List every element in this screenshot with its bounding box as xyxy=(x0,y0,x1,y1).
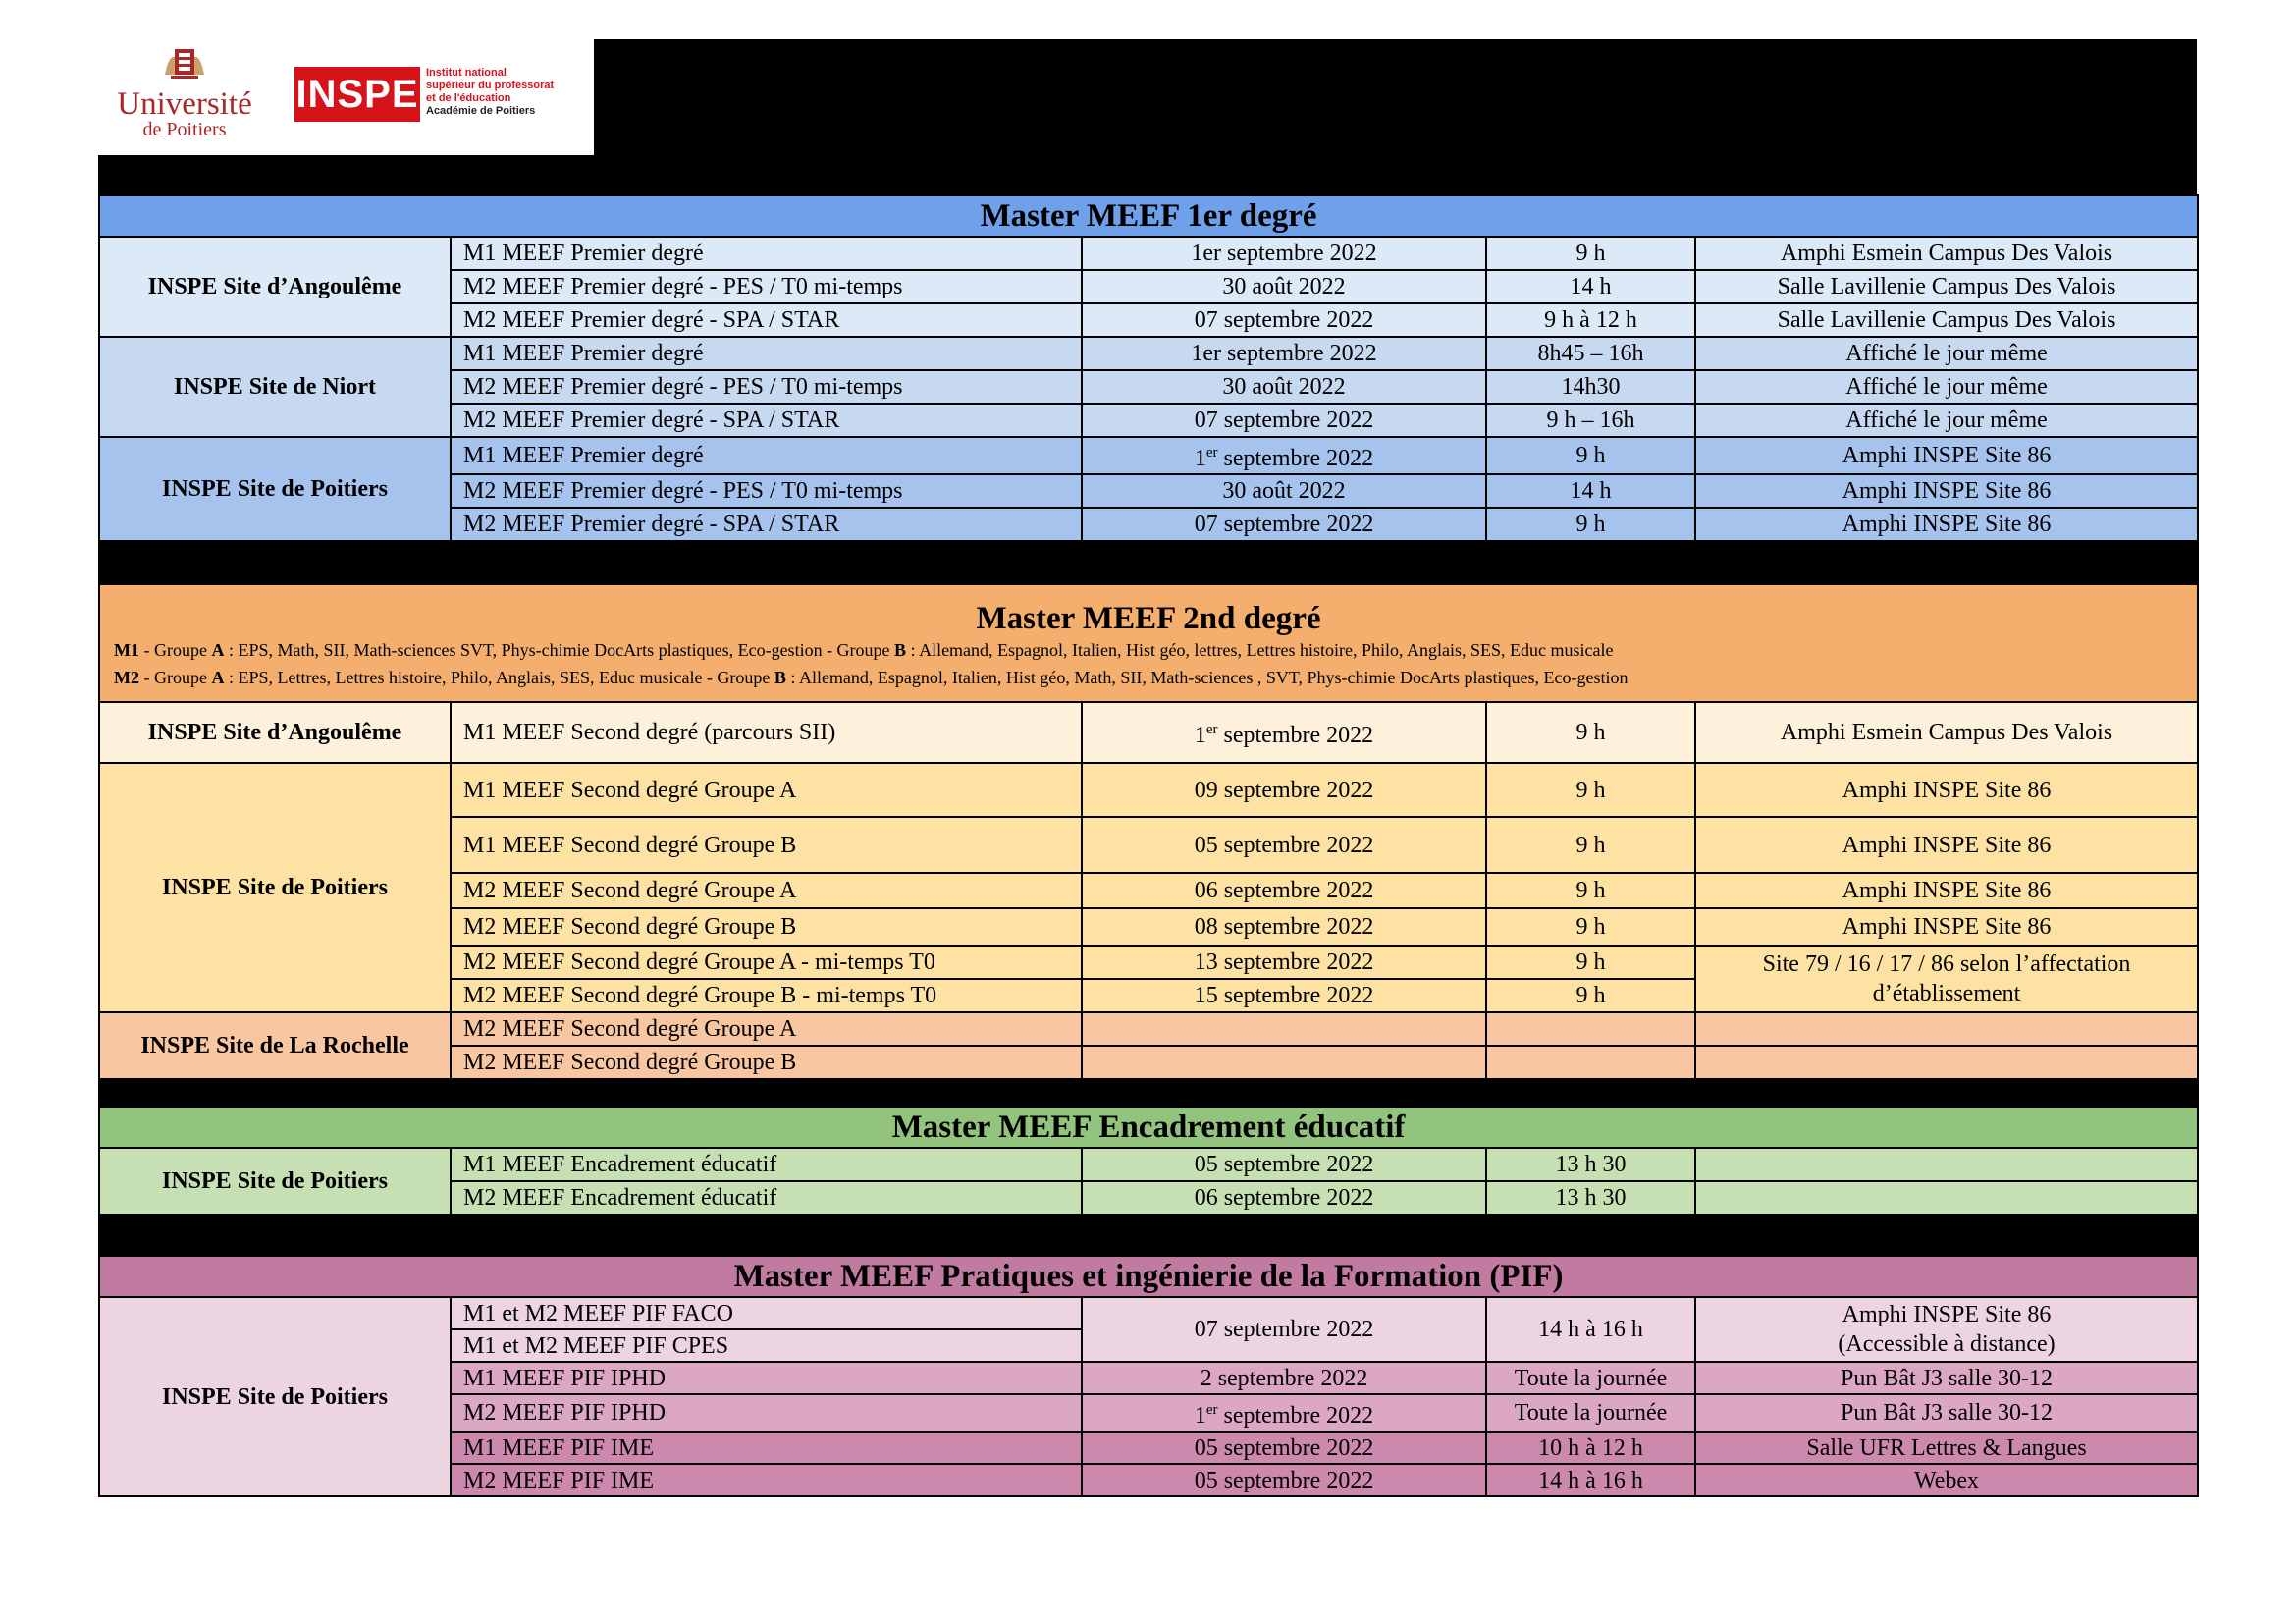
course-cell: M1 MEEF Second degré Groupe B xyxy=(451,817,1082,873)
table-row xyxy=(99,337,2198,370)
date-cell xyxy=(1082,1046,1486,1079)
time-cell: 14 h xyxy=(1486,270,1695,303)
date-cell: 15 septembre 2022 xyxy=(1082,979,1486,1012)
course-cell: M2 MEEF Second degré Groupe B - mi-temps T0 xyxy=(451,979,1082,1012)
place-cell: Amphi INSPE Site 86 xyxy=(1695,873,2198,908)
date-cell: 1er septembre 2022 xyxy=(1082,337,1486,370)
date-cell: 07 septembre 2022 xyxy=(1082,404,1486,437)
place-cell: Amphi INSPE Site 86 xyxy=(1695,817,2198,873)
course-cell: M2 MEEF Premier degré - PES / T0 mi-temps xyxy=(451,370,1082,404)
time-cell: 9 h xyxy=(1486,702,1695,763)
place-cell: Amphi Esmein Campus Des Valois xyxy=(1695,237,2198,270)
table-row xyxy=(99,763,2198,817)
course-cell: M2 MEEF Premier degré - SPA / STAR xyxy=(451,303,1082,337)
time-cell: 14 h à 16 h xyxy=(1486,1297,1695,1362)
table-row xyxy=(99,702,2198,763)
universite-line-1: Université xyxy=(117,86,252,122)
course-cell: M1 MEEF Premier degré xyxy=(451,437,1082,474)
date-cell: 1er septembre 2022 xyxy=(1082,702,1486,763)
course-cell: M1 MEEF Premier degré xyxy=(451,237,1082,270)
course-cell: M1 MEEF PIF IME xyxy=(451,1432,1082,1464)
place-cell: Amphi Esmein Campus Des Valois xyxy=(1695,702,2198,763)
place-cell: Affiché le jour même xyxy=(1695,337,2198,370)
universite-poitiers-logo xyxy=(106,45,263,151)
date-cell: 06 septembre 2022 xyxy=(1082,1181,1486,1215)
course-cell: M1 MEEF Encadrement éducatif xyxy=(451,1148,1082,1181)
place-cell: Amphi INSPE Site 86 (Accessible à distance) xyxy=(1695,1297,2198,1362)
place-cell: Pun Bât J3 salle 30-12 xyxy=(1695,1362,2198,1394)
table-row xyxy=(99,1012,2198,1046)
date-cell: 07 septembre 2022 xyxy=(1082,508,1486,541)
section-title: Master MEEF Encadrement éducatif xyxy=(99,1107,2198,1148)
date-cell: 1er septembre 2022 xyxy=(1082,1394,1486,1432)
course-cell: M1 MEEF Premier degré xyxy=(451,337,1082,370)
place-cell: Amphi INSPE Site 86 xyxy=(1695,474,2198,508)
site-name: INSPE Site de Niort xyxy=(99,337,451,437)
groups-note-m1: M1 - Groupe A : EPS, Math, SII, Math-sciences SVT, Phys-chimie DocArts plastiques, Eco-gestion - Groupe B : Allemand, Espagnol, Italien, Hist géo, lettres, Lettres histoire, Philo, Anglais, SES, Educ musicale xyxy=(114,640,1614,660)
section-divider xyxy=(99,1215,2198,1256)
date-cell: 07 septembre 2022 xyxy=(1082,1297,1486,1362)
place-cell xyxy=(1695,1012,2198,1046)
place-cell: Site 79 / 16 / 17 / 86 selon l’affectation d’établissement xyxy=(1695,946,2198,1012)
place-cell: Amphi INSPE Site 86 xyxy=(1695,437,2198,474)
table-row xyxy=(99,437,2198,474)
place-cell xyxy=(1695,1046,2198,1079)
section-title: Master MEEF Pratiques et ingénierie de la Formation (PIF) xyxy=(99,1256,2198,1297)
time-cell: 8h45 – 16h xyxy=(1486,337,1695,370)
time-cell: 14 h à 16 h xyxy=(1486,1464,1695,1496)
course-cell: M1 et M2 MEEF PIF CPES xyxy=(451,1329,1082,1362)
place-cell: Amphi INSPE Site 86 xyxy=(1695,508,2198,541)
course-cell: M2 MEEF Premier degré - SPA / STAR xyxy=(451,404,1082,437)
date-cell: 30 août 2022 xyxy=(1082,270,1486,303)
date-cell: 30 août 2022 xyxy=(1082,370,1486,404)
section-header-1er-degre xyxy=(99,195,2198,237)
course-cell: M2 MEEF PIF IPHD xyxy=(451,1394,1082,1432)
site-name: INSPE Site d’Angoulême xyxy=(99,237,451,337)
site-name: INSPE Site de Poitiers xyxy=(99,1297,451,1496)
course-cell: M1 et M2 MEEF PIF FACO xyxy=(451,1297,1082,1329)
course-cell: M2 MEEF Second degré Groupe A xyxy=(451,1012,1082,1046)
time-cell xyxy=(1486,1012,1695,1046)
date-cell: 2 septembre 2022 xyxy=(1082,1362,1486,1394)
site-name: INSPE Site de Poitiers xyxy=(99,1148,451,1215)
time-cell: 9 h xyxy=(1486,763,1695,817)
date-cell: 08 septembre 2022 xyxy=(1082,908,1486,946)
date-cell: 07 septembre 2022 xyxy=(1082,303,1486,337)
time-cell: 9 h xyxy=(1486,508,1695,541)
course-cell: M2 MEEF Premier degré - SPA / STAR xyxy=(451,508,1082,541)
time-cell: 9 h xyxy=(1486,908,1695,946)
course-cell: M2 MEEF Premier degré - PES / T0 mi-temps xyxy=(451,270,1082,303)
site-name: INSPE Site de La Rochelle xyxy=(99,1012,451,1079)
place-cell: Salle Lavillenie Campus Des Valois xyxy=(1695,270,2198,303)
section-title: Master MEEF 1er degré xyxy=(99,195,2198,237)
date-cell: 05 septembre 2022 xyxy=(1082,817,1486,873)
course-cell: M2 MEEF Second degré Groupe B xyxy=(451,908,1082,946)
inspe-mark: INSPE xyxy=(294,67,420,122)
time-cell: 9 h à 12 h xyxy=(1486,303,1695,337)
place-cell: Affiché le jour même xyxy=(1695,404,2198,437)
time-cell: Toute la journée xyxy=(1486,1394,1695,1432)
time-cell: 9 h xyxy=(1486,873,1695,908)
date-cell: 05 septembre 2022 xyxy=(1082,1464,1486,1496)
course-cell: M2 MEEF Second degré Groupe A - mi-temps T0 xyxy=(451,946,1082,979)
section-divider xyxy=(99,541,2198,584)
course-cell: M2 MEEF Premier degré - PES / T0 mi-temps xyxy=(451,474,1082,508)
time-cell: 9 h – 16h xyxy=(1486,404,1695,437)
universite-line-2: de Poitiers xyxy=(142,119,227,140)
time-cell: 9 h xyxy=(1486,237,1695,270)
table-row xyxy=(99,237,2198,270)
date-cell: 05 septembre 2022 xyxy=(1082,1432,1486,1464)
time-cell: 10 h à 12 h xyxy=(1486,1432,1695,1464)
time-cell: 9 h xyxy=(1486,437,1695,474)
place-cell: Salle UFR Lettres & Langues xyxy=(1695,1432,2198,1464)
site-name: INSPE Site d’Angoulême xyxy=(99,702,451,763)
inspe-description: Institut national supérieur du professorat et de l'éducation Académie de Poitiers xyxy=(426,67,555,117)
section-header-2nd-degre xyxy=(99,584,2198,702)
place-cell: Salle Lavillenie Campus Des Valois xyxy=(1695,303,2198,337)
site-name: INSPE Site de Poitiers xyxy=(99,763,451,1012)
time-cell: 14h30 xyxy=(1486,370,1695,404)
site-name: INSPE Site de Poitiers xyxy=(99,437,451,541)
header-band xyxy=(98,39,2197,194)
course-cell: M1 MEEF Second degré (parcours SII) xyxy=(451,702,1082,763)
course-cell: M2 MEEF Encadrement éducatif xyxy=(451,1181,1082,1215)
date-cell: 13 septembre 2022 xyxy=(1082,946,1486,979)
groups-note-m2: M2 - Groupe A : EPS, Lettres, Lettres histoire, Philo, Anglais, SES, Educ musicale - Groupe B : Allemand, Espagnol, Italien, Hist géo, Math, SII, Math-sciences , SVT, Phys-chimie DocArts plastiques, Eco-gestion xyxy=(114,668,1629,687)
time-cell: 13 h 30 xyxy=(1486,1148,1695,1181)
date-cell: 06 septembre 2022 xyxy=(1082,873,1486,908)
date-cell: 1er septembre 2022 xyxy=(1082,437,1486,474)
place-cell xyxy=(1695,1181,2198,1215)
date-cell xyxy=(1082,1012,1486,1046)
section-header-encadrement xyxy=(99,1107,2198,1148)
place-cell: Pun Bât J3 salle 30-12 xyxy=(1695,1394,2198,1432)
section-title: Master MEEF 2nd degré xyxy=(976,601,1321,636)
date-cell: 05 septembre 2022 xyxy=(1082,1148,1486,1181)
course-cell: M2 MEEF Second degré Groupe A xyxy=(451,873,1082,908)
place-cell: Webex xyxy=(1695,1464,2198,1496)
schedule-table xyxy=(98,194,2199,1497)
time-cell xyxy=(1486,1046,1695,1079)
time-cell: 9 h xyxy=(1486,946,1695,979)
time-cell: 13 h 30 xyxy=(1486,1181,1695,1215)
section-header-pif xyxy=(99,1256,2198,1297)
time-cell: 9 h xyxy=(1486,817,1695,873)
date-cell: 1er septembre 2022 xyxy=(1082,237,1486,270)
course-cell: M1 MEEF PIF IPHD xyxy=(451,1362,1082,1394)
crest-icon xyxy=(163,45,206,84)
place-cell: Affiché le jour même xyxy=(1695,370,2198,404)
table-row xyxy=(99,1297,2198,1329)
document-page xyxy=(98,39,2197,1497)
place-cell: Amphi INSPE Site 86 xyxy=(1695,908,2198,946)
place-cell: Amphi INSPE Site 86 xyxy=(1695,763,2198,817)
time-cell: Toute la journée xyxy=(1486,1362,1695,1394)
date-cell: 30 août 2022 xyxy=(1082,474,1486,508)
table-row xyxy=(99,1148,2198,1181)
date-cell: 09 septembre 2022 xyxy=(1082,763,1486,817)
place-cell xyxy=(1695,1148,2198,1181)
logo-area xyxy=(98,39,594,155)
course-cell: M2 MEEF Second degré Groupe B xyxy=(451,1046,1082,1079)
course-cell: M1 MEEF Second degré Groupe A xyxy=(451,763,1082,817)
course-cell: M2 MEEF PIF IME xyxy=(451,1464,1082,1496)
inspe-logo xyxy=(294,67,589,126)
time-cell: 14 h xyxy=(1486,474,1695,508)
time-cell: 9 h xyxy=(1486,979,1695,1012)
section-divider xyxy=(99,1079,2198,1107)
